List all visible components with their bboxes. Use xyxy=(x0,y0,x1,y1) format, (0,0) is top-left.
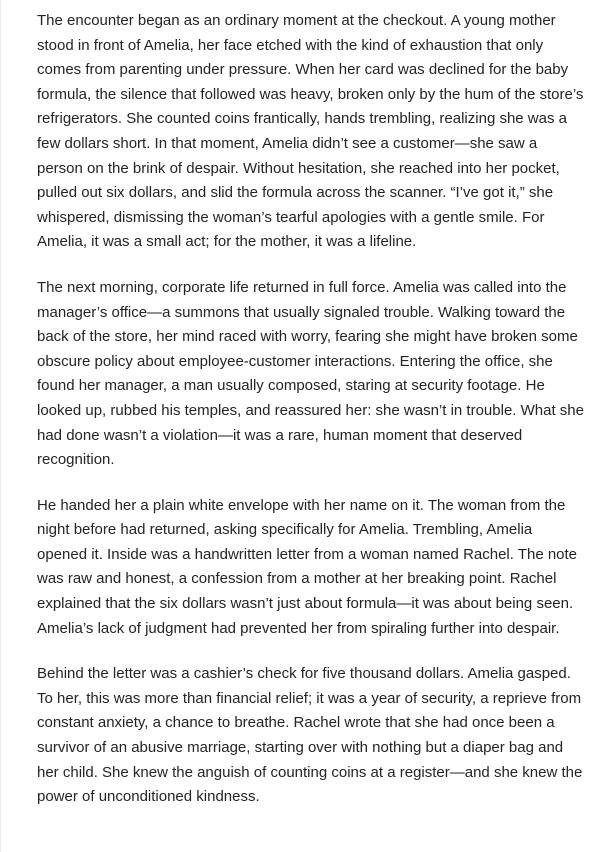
paragraph-envelope-letter: He handed her a plain white envelope with her name on it. The woman from the night before had returned, asking specifically for Amelia. Trembling, Amelia opened it. Inside was a handwritten letter from a woman named Rachel. The note was raw and honest, a confession from a mother at her breaking point. Rachel explained that the six dollars wasn’t just about formula—it was about being seen. Amelia’s lack of judgment had prevented her from spiraling further into despair. xyxy=(37,496,578,637)
article-body xyxy=(37,9,585,831)
paragraph-manager-office: The next morning, corporate life returned in full force. Amelia was called into the manager’s office—a summons that usually signaled trouble. Walking toward the back of the store, her mind raced with worry, fearing she might have broken some obscure policy about employee-customer interactions. Entering the office, she found her manager, a man usually composed, staring at security footage. He looked up, rubbed his temples, and reassured her: she wasn’t in trouble. What she had done wasn’t a violation—it was a rare, human moment that deserved recognition. xyxy=(37,278,584,469)
paragraph-cashiers-check: Behind the letter was a cashier’s check for five thousand dollars. Amelia gasped. To her, this was more than financial relief; it was a year of security, a reprieve from constant anxiety, a chance to breathe. Rachel wrote that she had once been a survivor of an abusive marriage, starting over with nothing but a diaper bag and her child. She knew the anguish of counting coins at a register—and she knew the power of unconditioned kindness. xyxy=(37,665,583,806)
paragraph-checkout: The encounter began as an ordinary moment at the checkout. A young mother stood in front of Amelia, her face etched with the kind of exhaustion that only comes from parenting under pressure. When her card was declined for the baby formula, the silence that followed was heavy, broken only by the hum of the store’s refrigerators. She counted coins frantically, hands trembling, realizing she was a few dollars short. In that moment, Amelia didn’t see a customer—she saw a person on the brink of despair. Without hesitation, she reached into her pocket, pulled out six dollars, and slid the formula across the scanner. “I’ve got it,” she whispered, dismissing the woman’s tearful apologies with a gentle smile. For Amelia, it was a small act; for the mother, it was a lifeline. xyxy=(37,12,584,251)
